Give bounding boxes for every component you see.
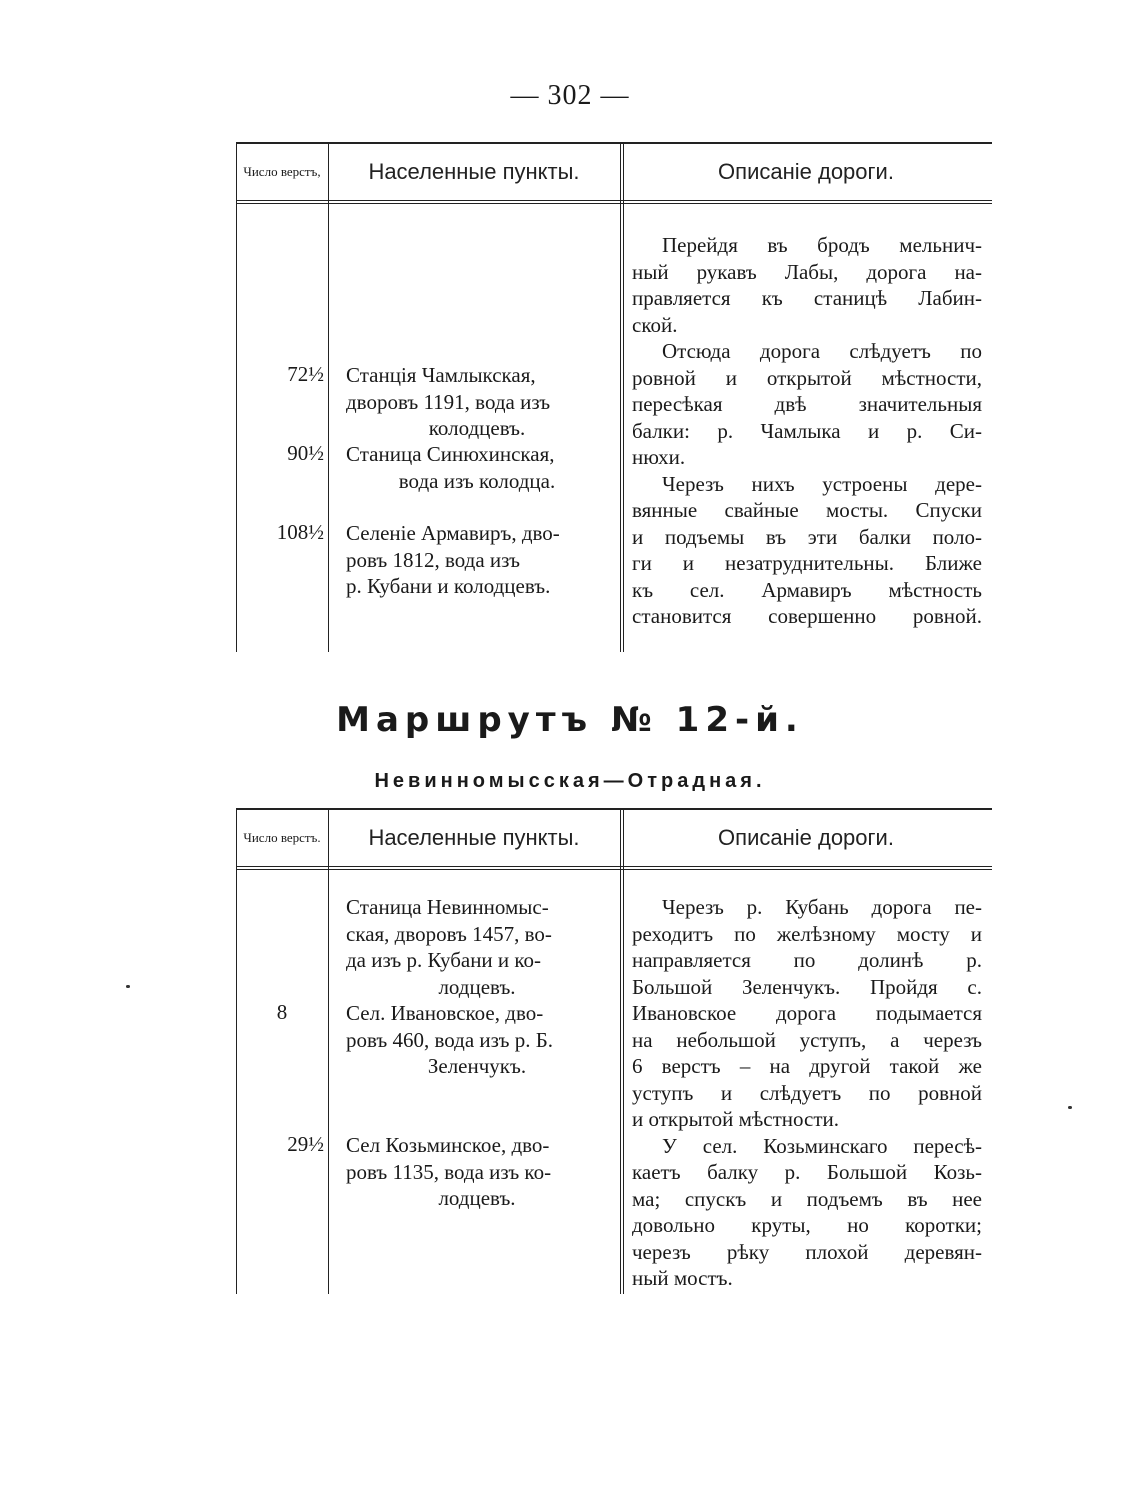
place-line: Сел. Ивановское, дво- [346,1001,544,1025]
header-description: Описаніе дороги. [718,825,894,850]
place-line: ровъ 1812, вода изъ [346,547,520,572]
table-2 [236,808,992,1294]
route-subtitle: Невинномысская—Отрадная. [374,770,766,792]
place-line: Сел Козьминское, дво- [346,1133,550,1157]
description-line: ный мостъ. [632,1266,733,1290]
description-line: Черезъ нихъ устроены дере- [662,471,982,496]
place-line: ровъ 1135, вода изъ ко- [346,1159,552,1184]
description-line: на небольшой уступъ, а черезъ [632,1027,982,1052]
description-line: каетъ балку р. Большой Козь- [632,1160,982,1184]
table-2-col-rule-double [620,810,624,1294]
print-speck [1068,1106,1072,1109]
place-line: да изъ р. Кубани и ко- [346,948,542,972]
description-line: и подъемы въ эти балки поло- [632,524,982,549]
table-2-col-rule [328,810,329,1294]
description-cell [632,232,982,630]
place-line: лодцевъ. [438,1186,516,1210]
description-line: 6 верстъ – на другой такой же [632,1054,982,1078]
header-verst: Число верстъ. [243,830,321,845]
place-cell [346,1000,608,1080]
description-line: черезъ рѣку плохой деревян- [632,1239,982,1264]
description-line: вянные свайные мосты. Спуски [632,498,982,522]
description-line: пересѣкая двѣ значительныя [632,392,982,416]
route-title: Маршрутъ № 12-й. [336,700,804,740]
description-line: У сел. Козьминскаго пересѣ- [662,1133,982,1158]
description-line: и открытой мѣстности. [632,1107,840,1131]
description-line: Большой Зеленчукъ. Пройдя с. [632,974,982,999]
table-1-left-rule [236,144,237,652]
description-line: къ сел. Армавиръ мѣстность [632,577,982,602]
verst-cell: 29½ [287,1132,324,1156]
place-line: Станица Невинномыс- [346,895,549,919]
header-places: Населенные пункты. [368,159,580,184]
description-line: довольно круты, но коротки; [632,1213,982,1237]
table-2-header [236,810,992,870]
description-line: Перейдя въ бродъ мельнич- [662,233,982,257]
place-cell [346,441,608,494]
place-line: Станица Синюхинская, [346,442,555,466]
header-places: Населенные пункты. [368,825,580,850]
table-2-left-rule [236,810,237,1294]
description-line: ровной и открытой мѣстности, [632,365,982,390]
place-cell [346,894,608,1000]
verst-cell: 72½ [287,362,324,386]
header-description: Описаніе дороги. [718,159,894,184]
place-line: Станція Чамлыкская, [346,363,536,387]
description-line: становится совершенно ровной. [632,604,982,628]
page-number: — 302 — [510,80,630,111]
description-line: реходитъ по желѣзному мосту и [632,921,982,946]
place-line: ровъ 460, вода изъ р. Б. [346,1027,554,1052]
description-line: нюхи. [632,445,686,469]
place-line: дворовъ 1191, вода изъ [346,389,551,414]
description-line: ма; спускъ и подъемъ въ нее [632,1186,982,1211]
table-1-col-rule [328,144,329,652]
description-line: направляется по долинѣ р. [632,948,982,972]
header-verst: Число верстъ, [243,164,321,179]
place-line: колодцевъ. [428,416,526,440]
place-cell [346,520,608,600]
table-1-header [236,144,992,204]
table-1-col-rule-double [620,144,624,652]
place-line: ская, дворовъ 1457, во- [346,921,552,946]
description-line: правляется къ станицѣ Лабин- [632,286,982,310]
verst-cell: 108½ [276,520,324,544]
description-line: ги и незатруднительны. Ближе [632,551,982,575]
description-line: Отсюда дорога слѣдуетъ по [662,339,982,363]
description-line: Черезъ р. Кубань дорога пе- [662,895,982,919]
place-cell [346,1132,608,1212]
description-line: ской. [632,312,678,337]
place-line: вода изъ колодца. [398,468,556,493]
place-cell [346,362,608,442]
place-line: р. Кубани и колодцевъ. [346,574,551,598]
description-line: Ивановское дорога подымается [632,1001,982,1025]
place-line: Зеленчукъ. [427,1054,527,1078]
verst-cell: 8 [276,1000,288,1024]
description-line: ный рукавъ Лабы, дорога на- [632,259,982,284]
place-line: Селеніе Армавиръ, дво- [346,521,560,545]
verst-cell: 90½ [287,441,324,465]
place-line: лодцевъ. [438,974,516,999]
description-line: балки: р. Чамлыка и р. Си- [632,418,982,443]
description-cell [632,894,982,1292]
print-speck [126,985,130,988]
table-1 [236,142,992,652]
description-line: уступъ и слѣдуетъ по ровной [632,1080,982,1105]
